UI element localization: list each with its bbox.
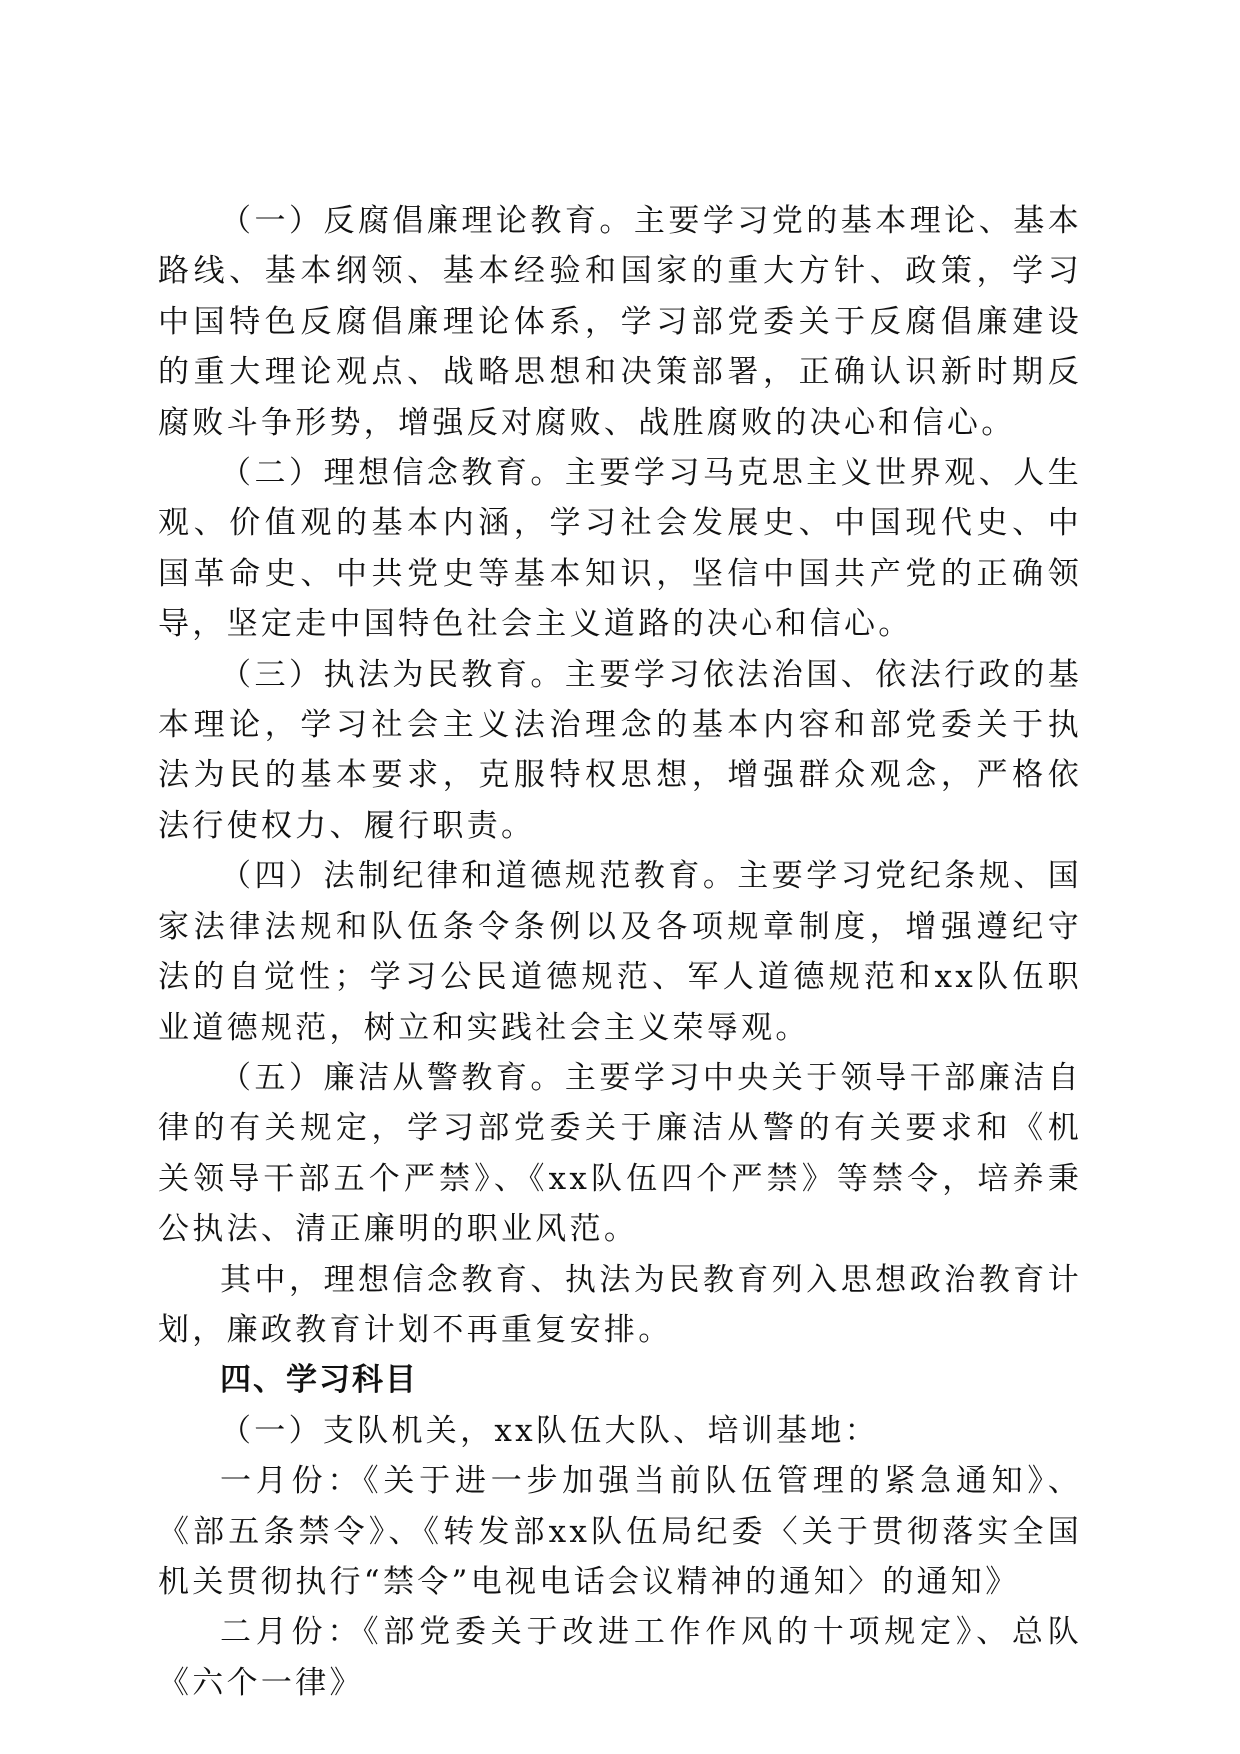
list-item-february: 二月份：《部党委关于改进工作作风的十项规定》、总队《六个一律》 [158, 1614, 1082, 1701]
list-item-january: 一月份：《关于进一步加强当前队伍管理的紧急通知》、《部五条禁令》、《转发部xx队伍局纪委〈关于贯彻落实全国机关贯彻执行“禁令”电视电话会议精神的通知〉的通知》 [158, 1463, 1082, 1600]
paragraph-anti-corruption-theory: （一）反腐倡廉理论教育。主要学习党的基本理论、基本路线、基本纲领、基本经验和国家的重大方针、政策，学习中国特色反腐倡廉理论体系，学习部党委关于反腐倡廉建设的重大理论观点、战略思想和决策部署，正确认识新时期反腐败斗争形势，增强反对腐败、战胜腐败的决心和信心。 [158, 203, 1082, 441]
list-item-units: （一）支队机关，xx队伍大队、培训基地： [220, 1412, 879, 1449]
document-page [158, 196, 1082, 1708]
section-heading: 四、学习科目 [220, 1362, 418, 1399]
paragraph-clean-policing: （五）廉洁从警教育。主要学习中央关于领导干部廉洁自律的有关规定，学习部党委关于廉洁从警的有关要求和《机关领导干部五个严禁》、《xx队伍四个严禁》等禁令，培养秉公执法、清正廉明的职业风范。 [158, 1059, 1082, 1248]
paragraph-note: 其中，理想信念教育、执法为民教育列入思想政治教育计划，廉政教育计划不再重复安排。 [158, 1261, 1082, 1348]
paragraph-ideals-beliefs: （二）理想信念教育。主要学习马克思主义世界观、人生观、价值观的基本内涵，学习社会发展史、中国现代史、中国革命史、中共党史等基本知识，坚信中国共产党的正确领导，坚定走中国特色社会主义道路的决心和信心。 [158, 455, 1082, 643]
paragraph-law-enforcement-for-people: （三）执法为民教育。主要学习依法治国、依法行政的基本理论，学习社会主义法治理念的基本内容和部党委关于执法为民的基本要求，克服特权思想，增强群众观念，严格依法行使权力、履行职责。 [158, 656, 1082, 844]
paragraph-legal-discipline-ethics: （四）法制纪律和道德规范教育。主要学习党纪条规、国家法律法规和队伍条令条例以及各项规章制度，增强遵纪守法的自觉性；学习公民道德规范、军人道德规范和xx队伍职业道德规范，树立和实践社会主义荣辱观。 [158, 858, 1082, 1046]
